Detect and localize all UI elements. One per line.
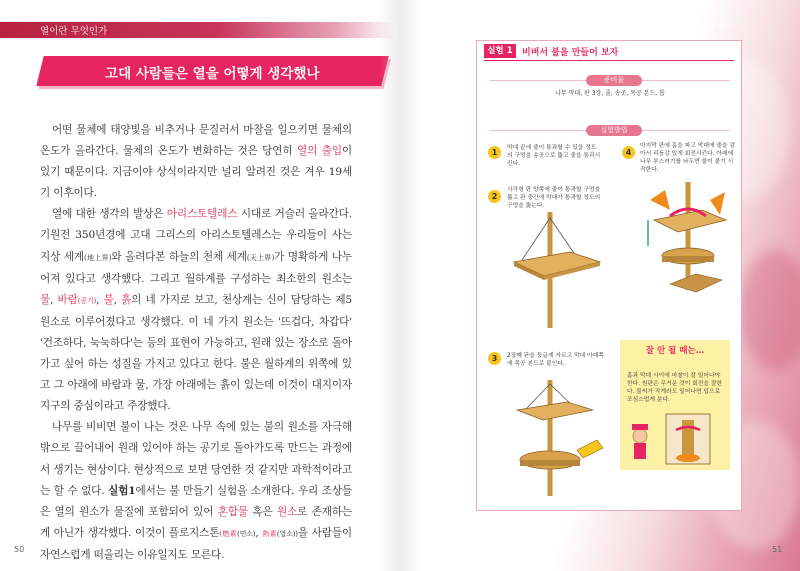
method-label: 실험방법 <box>586 125 642 136</box>
body-text <box>40 120 352 566</box>
highlight: 원소 <box>277 505 298 518</box>
highlight: 열의 출입 <box>297 145 342 158</box>
section-title: 열이란 무엇인가 <box>40 26 108 37</box>
experiment-title: 비벼서 불을 만들어 보자 <box>522 48 619 58</box>
paragraph-3 <box>40 417 352 566</box>
annotation: (열소)) <box>276 529 298 538</box>
flywheel-illustration <box>505 378 615 503</box>
text-run: 에서는 불 만들기 실험을 소개한다. 우리 조상들은 열의 원소가 물질에 포함되어 있어 <box>40 484 352 518</box>
tip-text: 홈과 막대 사이에 마찰이 잘 일어나야 한다. 원판은 무거운 것이 회전을 잘한다. 불씨가 작게라도 일어나면 입으로 조심스럽게 분다. <box>627 373 723 403</box>
text-run: 로 존재하는 게 아닌가 생각했다. 이것이 플로지스톤 <box>40 505 353 539</box>
step-2-text: 사각형 판 양쪽에 줄이 통과할 구멍을 뚫고 판 중간에 막대가 통과할 정도의 구멍을 뚫는다. <box>507 187 601 209</box>
step-3-badge: 3 <box>488 352 501 365</box>
annotation: (燃素 <box>219 529 237 538</box>
highlight: 물 <box>40 293 51 306</box>
page-title: 고대 사람들은 열을 어떻게 생각했나 <box>105 66 320 82</box>
experiment-tab: 실험 1 <box>484 44 516 58</box>
highlight: 흙 <box>121 293 132 306</box>
text-run: 와 올려다본 하늘의 천체 세계 <box>111 250 247 263</box>
text-run: 어떤 물체에 태양빛을 비추거나 문질러서 마찰을 일으키면 물체의 온도가 올라간다. 물체의 온도가 변화하는 것은 당연히 <box>40 124 352 158</box>
text-run: , <box>255 526 263 539</box>
section-bar <box>0 22 395 38</box>
text-run: , <box>96 293 104 306</box>
gutter <box>378 0 422 571</box>
step-4-text: 마지막 판에 홈을 파고 막대에 줄을 감아서 리듬감 있게 회전시킨다. 아래에 나무 부스러기를 놔두면 불이 붙기 시작한다. <box>640 143 736 173</box>
text-run: 혹은 <box>248 505 277 518</box>
annotation: (공기) <box>77 296 97 305</box>
bold-ref: 실험1 <box>108 484 136 497</box>
page-number-left: 50 <box>14 545 25 554</box>
highlight: 바람 <box>57 293 78 306</box>
tip-title: 잘 안 될 때는… <box>645 346 705 356</box>
divider <box>484 60 734 61</box>
fire-drill-illustration <box>640 180 735 310</box>
chapter-label: 제2장 열의 탐구 <box>678 21 732 30</box>
text-run: 의 네 가지로 보고, 천상계는 신이 담당하는 제5원소로 이루어졌다고 생각했다. 이 네 가지 원소는 '뜨겁다, 차갑다' '건조하다, 눅눅하다'는 등의 표현이 가능하고, 원래 있는 장소로 돌아가고 싶어 하는 성질을 가지고 있다고 한다. 불은 월하계의 위쪽에 있고 그 아래에 바람과 물, 가장 아래에는 흙이 있는데 이것이 대지이자 지구의 중심이라고 주장했다. <box>40 293 352 413</box>
page-number-right: 51 <box>772 545 783 554</box>
annotation: (天上界) <box>246 253 275 262</box>
highlight: 불 <box>103 293 114 306</box>
text-run: 나무를 비비면 불이 나는 것은 나무 속에 있는 불의 원소를 자극해 밖으로 끌어내어 원래 있어야 하는 공기로 돌아가도록 만드는 과정에서 생기는 현상이다. 현상적으로 보면 당연한 것 같지만 과학적이라고는 할 수 없다. <box>40 421 352 497</box>
text-run: 가 명확하게 나누어져 있다고 생각했다. 그리고 월하계를 구성하는 최소한의 원소는 <box>40 250 352 285</box>
paragraph-2 <box>40 204 352 417</box>
highlight: 아리스토텔레스 <box>166 208 238 221</box>
step-3-text: 2장째 판을 둥글게 자르고 막대 아래쪽에 목공 본드로 붙인다. <box>507 353 604 367</box>
paragraph-1 <box>40 120 352 204</box>
text-run: 을 사람들이 자연스럽게 떠올리는 이유일지도 모른다. <box>40 526 352 561</box>
materials-label: 준비물 <box>586 75 642 86</box>
drill-apparatus-illustration <box>510 210 610 330</box>
bokeh <box>740 250 800 370</box>
text-run: 이 있기 때문이다. 지금이야 상식이라지만 널리 알려진 것은 겨우 19세기 이후이다. <box>40 145 352 200</box>
materials-list: 나무 막대, 판 3장, 줄, 송곳, 목공 본드, 톱 <box>555 90 665 97</box>
annotation: (연소) <box>236 529 256 538</box>
text-run: 시대로 거슬러 올라간다. 기원전 350년경에 고대 그리스의 아리스토텔레스는 우리들이 사는 지상 세계 <box>40 208 352 263</box>
step-1-text: 막대 끝에 줄이 통과할 수 있을 정도의 구멍을 송곳으로 뚫고 줄을 통과시킨다. <box>507 145 601 167</box>
text-run: , <box>50 293 58 306</box>
text-run: , <box>113 293 122 306</box>
tip-illustration <box>626 410 726 470</box>
annotation: 熱素 <box>262 529 277 538</box>
title-banner <box>36 56 388 86</box>
annotation: (地上界) <box>83 253 112 262</box>
text-run: 열에 대한 생각의 발상은 <box>52 208 167 221</box>
step-1-badge: 1 <box>488 146 501 159</box>
step-2-badge: 2 <box>488 190 501 203</box>
step-4-badge: 4 <box>622 146 635 159</box>
highlight: 혼합물 <box>217 505 248 518</box>
